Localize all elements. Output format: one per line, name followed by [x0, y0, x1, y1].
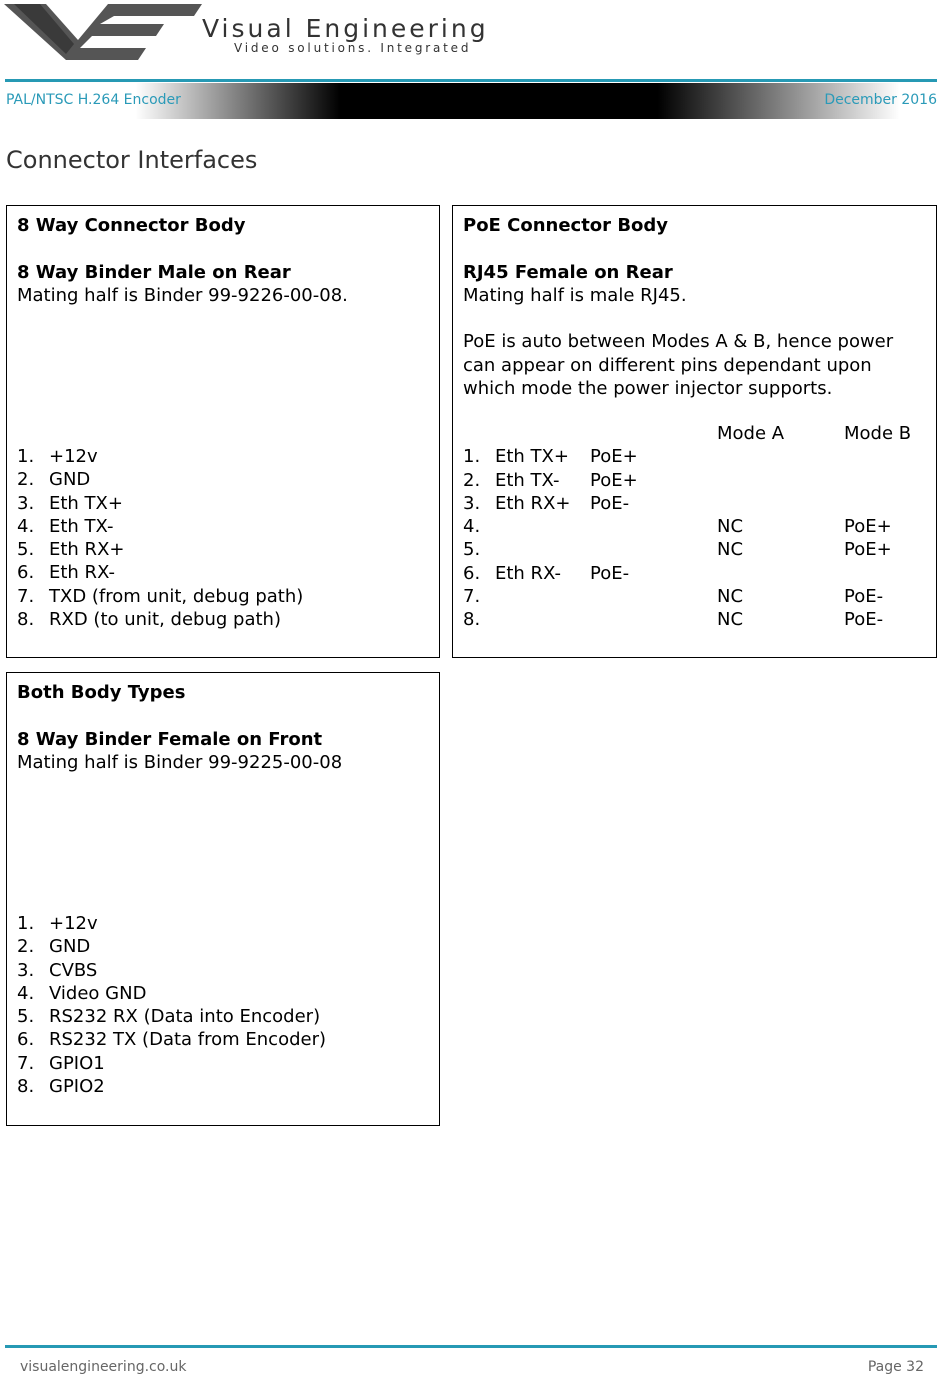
header-date: December 2016 [824, 92, 937, 108]
box-subtitle: 8 Way Binder Female on Front [17, 728, 323, 750]
list-item: 8. GPIO2 [17, 1076, 105, 1098]
list-item: 5. RS232 RX (Data into Encoder) [17, 1006, 321, 1028]
table-row: 3. Eth RX+ PoE- [463, 492, 630, 514]
page-title: Connector Interfaces [6, 146, 258, 174]
poe-pin-table [463, 422, 933, 632]
footer-rule [5, 1345, 937, 1348]
mode-a-header: Mode A [717, 423, 785, 444]
list-item: 4. Eth TX- [17, 515, 114, 537]
mating-note: Mating half is male RJ45. [463, 284, 687, 306]
mating-note: Mating half is Binder 99-9225-00-08 [17, 751, 343, 773]
poe-note-line: PoE is auto between Modes A & B, hence power [463, 331, 894, 353]
brand-name: Visual Engineering [202, 14, 489, 43]
pin-list [17, 445, 303, 631]
list-item: 5. Eth RX+ [17, 539, 125, 561]
box-title: 8 Way Connector Body [17, 215, 246, 236]
list-item: 3. Eth TX+ [17, 492, 123, 514]
table-row: 6. Eth RX- PoE- [463, 562, 630, 584]
list-item: 4. Video GND [17, 982, 147, 1004]
box-8way-connector [6, 205, 440, 658]
list-item: 8. RXD (to unit, debug path) [17, 609, 281, 631]
table-row: 8. NC PoE- [463, 609, 884, 631]
mode-b-header: Mode B [844, 423, 912, 444]
box-poe-connector [452, 205, 937, 658]
table-row: 7. NC PoE- [463, 586, 884, 608]
table-row: 4. NC PoE+ [463, 516, 892, 538]
list-item: 6. Eth RX- [17, 562, 115, 584]
visual-engineering-logo-icon [4, 2, 204, 64]
list-item: 1. +12v [17, 446, 98, 467]
box-title: Both Body Types [17, 682, 186, 703]
box-both-body-types [6, 672, 440, 1126]
list-item: 1. +12v [17, 913, 98, 934]
mating-note: Mating half is Binder 99-9226-00-08. [17, 284, 348, 306]
box-subtitle: RJ45 Female on Rear [463, 261, 673, 283]
poe-note-line: can appear on different pins dependant upon [463, 354, 872, 376]
list-item: 7. TXD (from unit, debug path) [17, 585, 304, 607]
table-header-row [463, 422, 933, 445]
list-item: 3. CVBS [17, 959, 98, 981]
list-item: 6. RS232 TX (Data from Encoder) [17, 1029, 327, 1051]
table-row: 2. Eth TX- PoE+ [463, 469, 638, 491]
brand-tagline: Video solutions. Integrated [234, 41, 472, 55]
list-item: 2. GND [17, 469, 91, 491]
footer-website: visualengineering.co.uk [20, 1359, 187, 1375]
poe-note-line: which mode the power injector supports. [463, 378, 833, 400]
box-subtitle: 8 Way Binder Male on Rear [17, 261, 291, 283]
table-row: 5. NC PoE+ [463, 539, 892, 561]
header-product: PAL/NTSC H.264 Encoder [6, 92, 181, 108]
table-row: 1. Eth TX+ PoE+ [463, 446, 638, 468]
footer-page-number: Page 32 [867, 1359, 924, 1375]
box-title: PoE Connector Body [463, 215, 669, 236]
list-item: 7. GPIO1 [17, 1052, 105, 1074]
list-item: 2. GND [17, 936, 91, 958]
pin-list [17, 912, 326, 1098]
header-rule [5, 79, 937, 82]
